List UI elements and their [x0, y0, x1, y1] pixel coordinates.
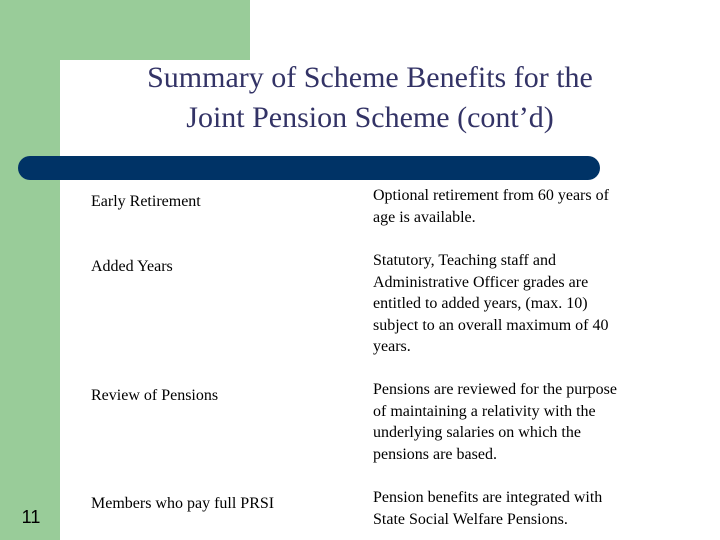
- benefit-definition: [373, 379, 655, 465]
- definition-line: underlying salaries on which the: [373, 424, 581, 441]
- benefit-definition: [373, 250, 655, 358]
- definition-line: State Social Welfare Pensions.: [373, 510, 568, 528]
- benefit-term: Review of Pensions: [91, 387, 219, 404]
- definition-line: Pension benefits are integrated with: [373, 489, 603, 506]
- definition-line: years.: [373, 338, 411, 355]
- definition-line: pensions are based.: [373, 445, 497, 463]
- left-accent-band: [0, 0, 60, 540]
- title-divider-bar: [18, 156, 600, 180]
- benefit-term: Early Retirement: [91, 193, 201, 210]
- benefit-definition: [373, 487, 655, 530]
- slide-number: 11: [21, 507, 41, 527]
- slide-title-line-2: Joint Pension Scheme (cont’d): [186, 101, 554, 134]
- definition-line: Administrative Officer grades are: [373, 273, 589, 291]
- slide-title-line-1: Summary of Scheme Benefits for the: [147, 61, 593, 94]
- benefit-definition: [373, 185, 655, 228]
- definition-line: entitled to added years, (max. 10): [373, 295, 588, 312]
- definition-line: age is available.: [373, 208, 476, 226]
- slide-title: [60, 58, 680, 138]
- benefit-term: Members who pay full PRSI: [91, 495, 275, 512]
- definition-line: of maintaining a relativity with the: [373, 402, 596, 420]
- definition-line: Optional retirement from 60 years of: [373, 187, 609, 204]
- top-accent-band: [0, 0, 250, 60]
- definition-line: Pensions are reviewed for the purpose: [373, 381, 617, 398]
- benefit-term: Added Years: [91, 258, 173, 275]
- definition-line: subject to an overall maximum of 40: [373, 316, 609, 334]
- definition-line: Statutory, Teaching staff and: [373, 252, 556, 269]
